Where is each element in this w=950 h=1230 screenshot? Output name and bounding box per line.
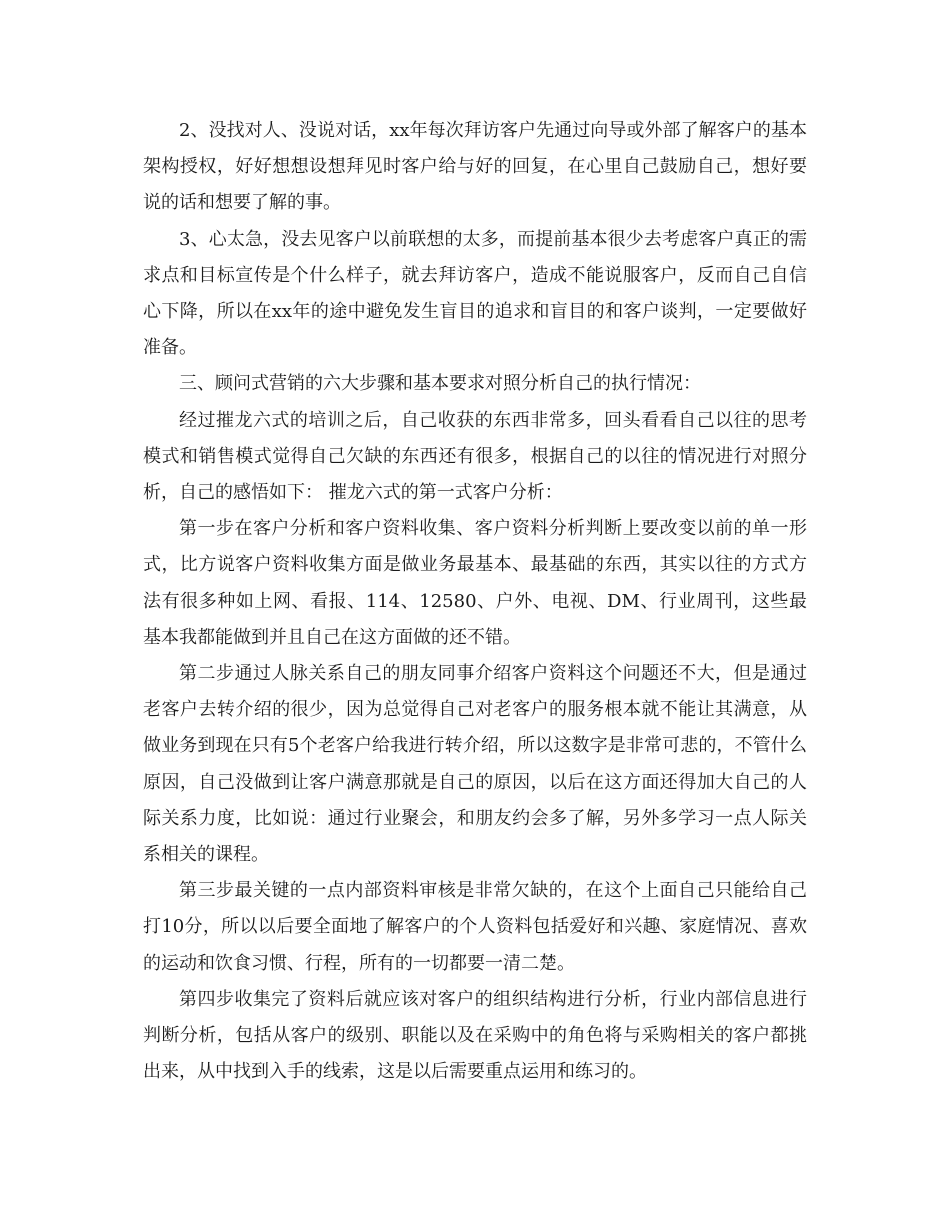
paragraph-point-3: 3、心太急，没去见客户以前联想的太多，而提前基本很少去考虑客户真正的需求点和目标宣传是个什么样子，就去拜访客户，造成不能说服客户，反而自己自信心下降，所以在xx年的途中避免发生盲目的追求和盲目的和客户谈判，一定要做好准备。 bbox=[143, 228, 807, 359]
paragraph-step-three: 第三步最关键的一点内部资料审核是非常欠缺的，在这个上面自己只能给自己打10分，所以以后要全面地了解客户的个人资料包括爱好和兴趣、家庭情况、喜欢的运动和饮食习惯、行程，所有的一切都要一清二楚。 bbox=[143, 880, 807, 974]
paragraph-step-two: 第二步通过人脉关系自己的朋友同事介绍客户资料这个问题还不大，但是通过老客户去转介绍的很少，因为总觉得自己对老客户的服务根本就不能让其满意，从做业务到现在只有5个老客户给我进行转介绍，所以这数字是非常可悲的，不管什么原因，自己没做到让客户满意那就是自己的原因，以后在这方面还得加大自己的人际关系力度，比如说：通过行业聚会，和朋友约会多了解，另外多学习一点人际关系相关的课程。 bbox=[143, 663, 807, 866]
paragraph-point-2: 2、没找对人、没说对话，xx年每次拜访客户先通过向导或外部了解客户的基本架构授权，好好想想设想拜见时客户给与好的回复，在心里自己鼓励自己，想好要说的话和想要了解的事。 bbox=[143, 120, 807, 214]
section-heading-three: 三、顾问式营销的六大步骤和基本要求对照分析自己的执行情况： bbox=[179, 373, 701, 395]
document-body bbox=[143, 113, 807, 1090]
paragraph-training-summary: 经过摧龙六式的培训之后，自己收获的东西非常多，回头看看自己以往的思考模式和销售模式觉得自己欠缺的东西还有很多，根据自己的以往的情况进行对照分析，自己的感悟如下： 摧龙六式的第一式客户分析： bbox=[143, 409, 807, 504]
paragraph-step-one: 第一步在客户分析和客户资料收集、客户资料分析判断上要改变以前的单一形式，比方说客户资料收集方面是做业务最基本、最基础的东西，其实以往的方式方法有很多种如上网、看报、114、12580、户外、电视、DM、行业周刊，这些最基本我都能做到并且自己在这方面做的还不错。 bbox=[143, 518, 807, 648]
paragraph-step-four: 第四步收集完了资料后就应该对客户的组织结构进行分析，行业内部信息进行判断分析，包括从客户的级别、职能以及在采购中的角色将与采购相关的客户都挑出来，从中找到入手的线索，这是以后需要重点运用和练习的。 bbox=[143, 988, 807, 1083]
